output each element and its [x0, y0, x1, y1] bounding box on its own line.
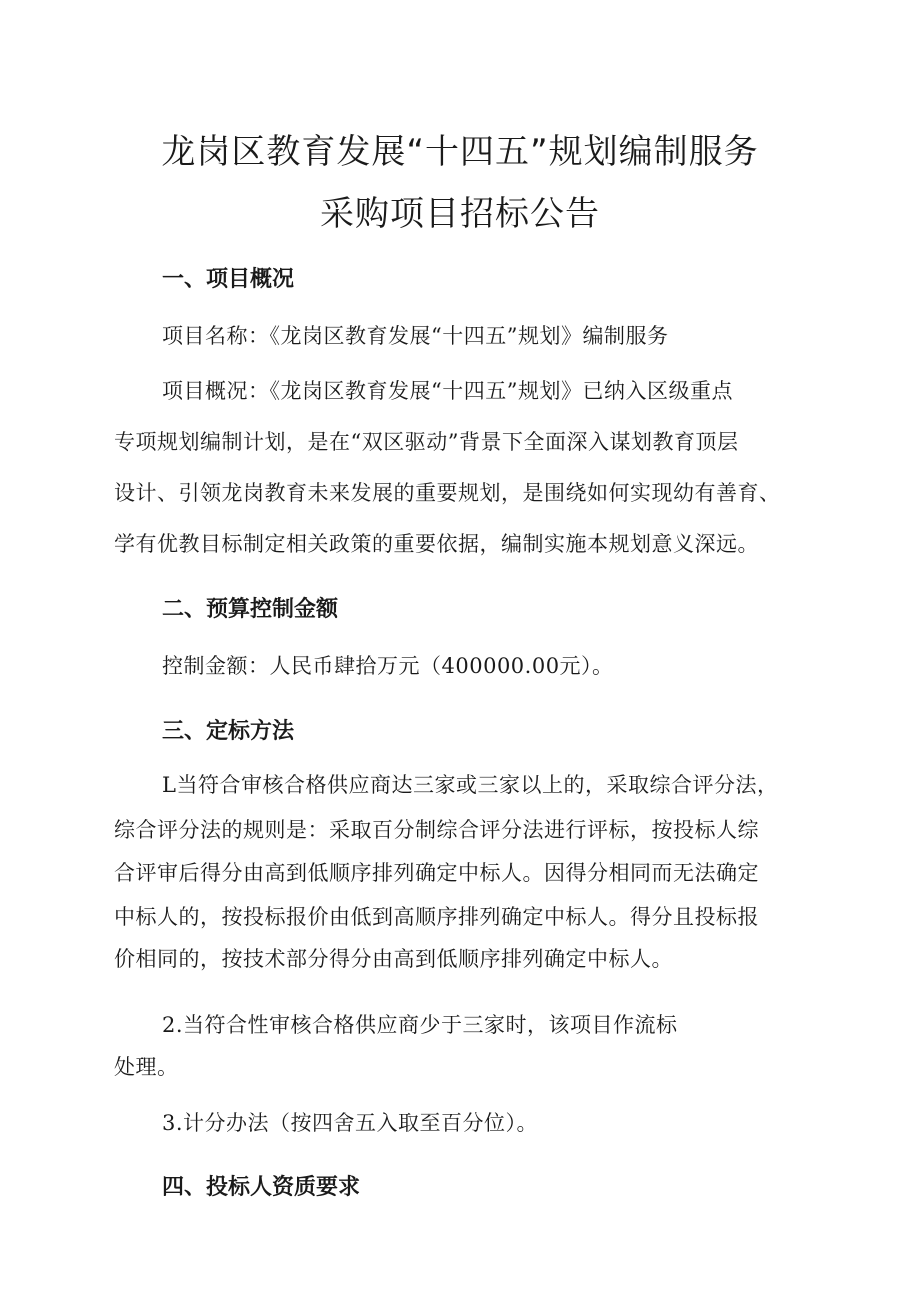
scoring-method-line: 3.计分办法（按四舍五入取至百分位）。	[162, 1111, 539, 1135]
award-rule-2-line: 处理。	[114, 1055, 179, 1079]
overview-line: 设计、引领龙岗教育未来发展的重要规划，是围绕如何实现幼有善育、	[114, 481, 781, 505]
award-rule-line: 合评审后得分由高到低顺序排列确定中标人。因得分相同而无法确定	[114, 861, 759, 885]
overview-line: 专项规划编制计划，是在“双区驱动”背景下全面深入谋划教育顶层	[114, 430, 739, 454]
overview-line: 项目概况：《龙岗区教育发展“十四五”规划》已纳入区级重点	[162, 379, 733, 403]
section-heading-budget: 二、预算控制金额	[162, 597, 339, 622]
budget-amount-line: 控制金额：人民币肆拾万元（400000.00元）。	[162, 654, 614, 678]
section-heading-award-method: 三、定标方法	[162, 719, 295, 744]
section-heading-overview: 一、项目概况	[162, 267, 295, 292]
award-rule-line: L当符合审核合格供应商达三家或三家以上的，采取综合评分法，	[162, 773, 779, 797]
award-rule-line: 综合评分法的规则是：采取百分制综合评分法进行评标，按投标人综	[114, 818, 759, 842]
award-rule-line: 价相同的，按技术部分得分由高到低顺序排列确定中标人。	[114, 947, 673, 971]
document-title-line-1: 龙岗区教育发展“十四五”规划编制服务	[161, 132, 759, 172]
document-title-line-2: 采购项目招标公告	[320, 194, 600, 234]
award-rule-2-line: 2.当符合性审核合格供应商少于三家时，该项目作流标	[162, 1013, 678, 1037]
section-heading-qualifications: 四、投标人资质要求	[162, 1175, 361, 1200]
project-name-line: 项目名称：《龙岗区教育发展“十四五”规划》编制服务	[162, 324, 669, 348]
overview-line: 学有优教目标制定相关政策的重要依据，编制实施本规划意义深远。	[114, 532, 759, 556]
award-rule-line: 中标人的，按投标报价由低到高顺序排列确定中标人。得分且投标报	[114, 905, 759, 929]
